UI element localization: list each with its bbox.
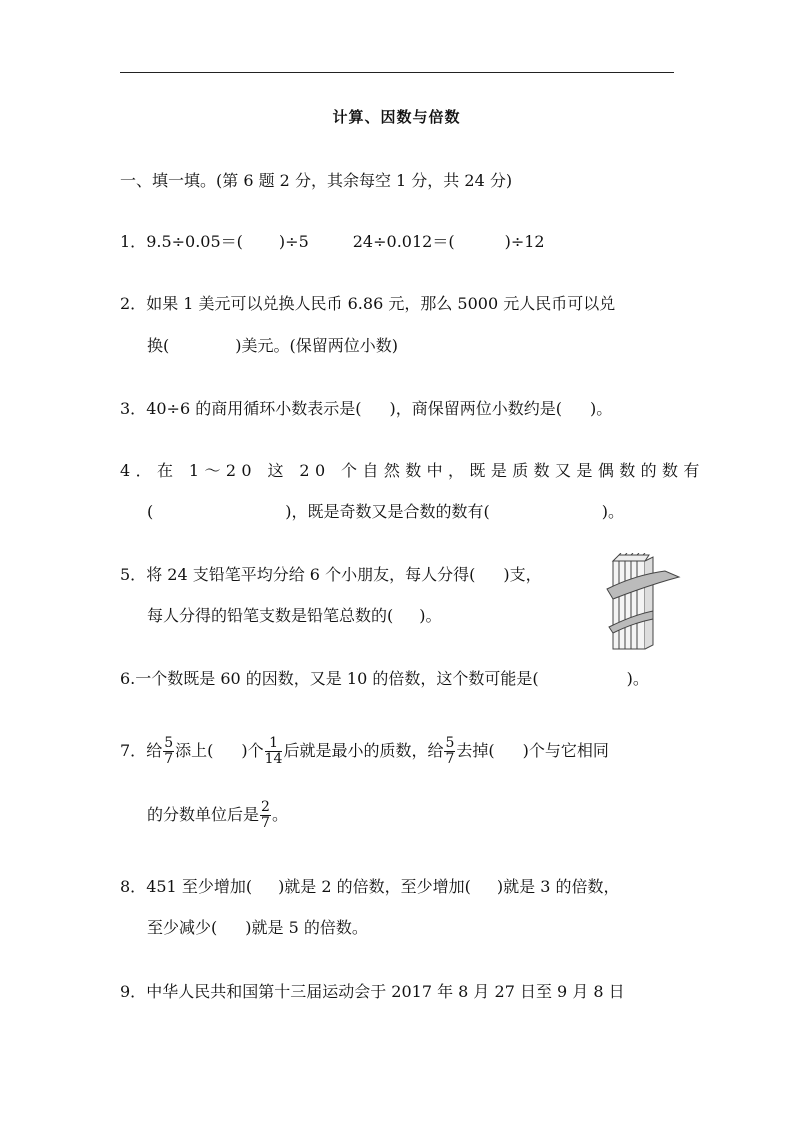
top-rule: [120, 72, 674, 73]
question-4: 4．在 1～20 这 20 个自然数中，既是质数又是偶数的数有: [120, 461, 705, 480]
question-9: 9．中华人民共和国第十三届运动会于 2017 年 8 月 27 日至 9 月 8 日: [120, 982, 625, 1001]
question-4-line-2: ( )，既是奇数又是合数的数有( )。: [147, 502, 624, 521]
fraction-1-14: $\frac{1}{14}$: [264, 735, 283, 767]
question-7-line-2: 的分数单位后是 $\frac{2}{7}$ 。: [147, 799, 288, 831]
fraction-5-7: $\frac{5}{7}$: [164, 735, 174, 767]
page-title: 计算、因数与倍数: [332, 108, 461, 126]
question-2-line-2: 换( )美元。(保留两位小数): [147, 336, 398, 355]
question-6: 6.一个数既是 60 的因数，又是 10 的倍数，这个数可能是( )。: [120, 669, 649, 688]
question-2: 2．如果 1 美元可以兑换人民币 6.86 元，那么 5000 元人民币可以兑: [120, 294, 616, 313]
question-3: 3．40÷6 的商用循环小数表示是( )，商保留两位小数约是( )。: [120, 399, 613, 418]
question-7: 7．给 $\frac{5}{7}$ 添上( )个 $\frac{1}{14}$ 后就是最小的质数，给 $\frac{5}{7}$ 去掉( )个与它相同: [120, 735, 609, 767]
question-5: 5．将 24 支铅笔平均分给 6 个小朋友，每人分得( )支，: [120, 565, 542, 584]
question-5-line-2: 每人分得的铅笔支数是铅笔总数的( )。: [147, 606, 442, 625]
fraction-2-7: $\frac{2}{7}$: [261, 799, 270, 831]
question-8-line-2: 至少减少( )就是 5 的倍数。: [147, 918, 368, 937]
section-heading: 一、填一填。(第 6 题 2 分，其余每空 1 分，共 24 分): [120, 171, 513, 190]
pencil-bundle-illustration: [605, 553, 683, 653]
question-1: 1．9.5÷0.05＝( )÷5 24÷0.012＝( )÷12: [120, 232, 545, 251]
question-8: 8．451 至少增加( )就是 2 的倍数，至少增加( )就是 3 的倍数，: [120, 877, 620, 896]
fraction-5-7-b: $\frac{5}{7}$: [445, 735, 455, 767]
